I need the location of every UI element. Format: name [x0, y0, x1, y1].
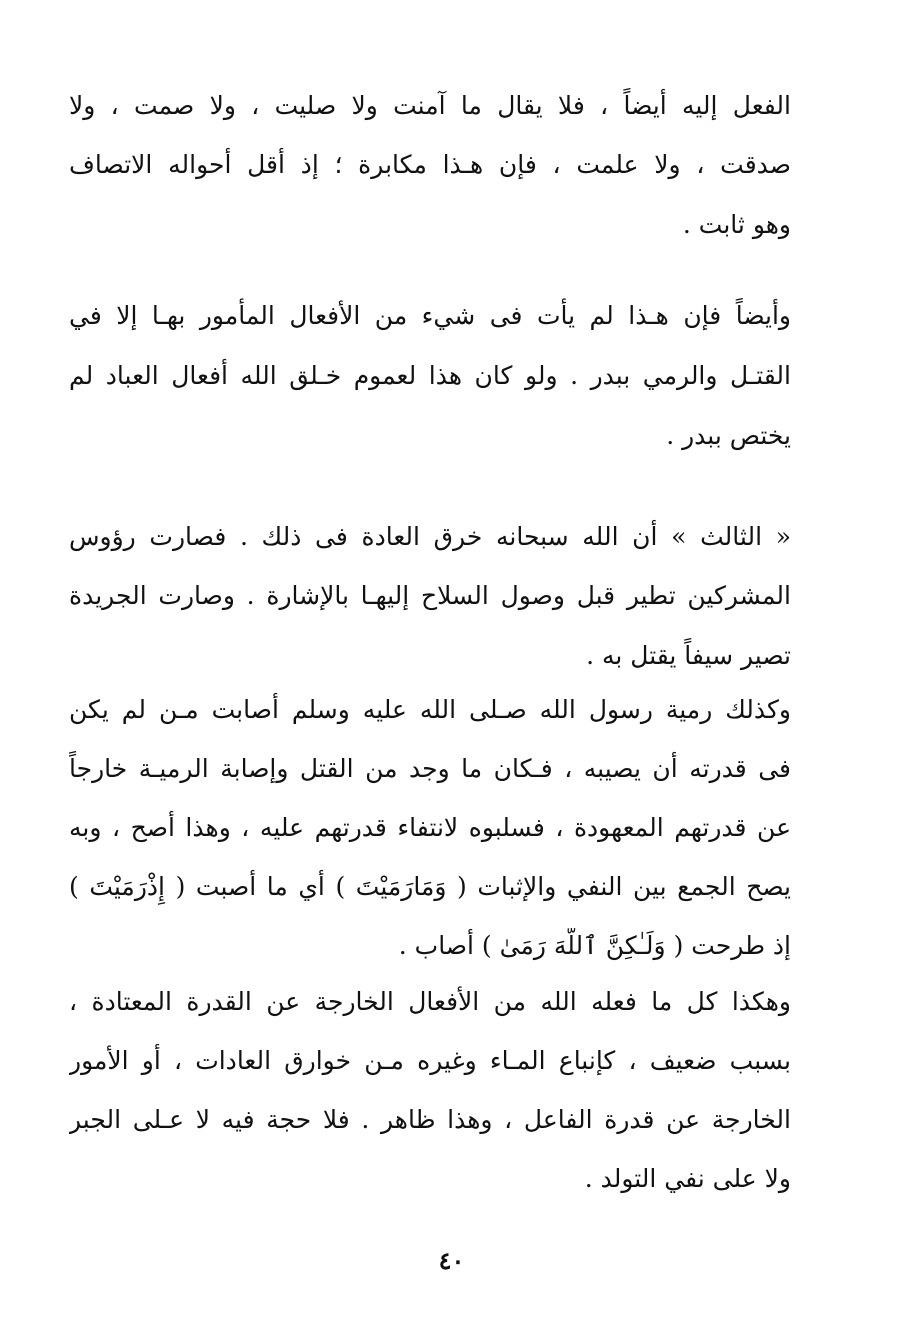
text-line: وهو ثابت . — [682, 210, 791, 239]
text-line: الفعل إليه أيضاً ، فلا يقال ما آمنت ولا صليت ، ولا صمت ، ولا — [69, 91, 791, 120]
text-line: « الثالث » أن الله سبحانه خرق العادة فى ذلك . فصارت رؤوس — [69, 522, 791, 551]
text-line: الخارجة عن قدرة الفاعل ، وهذا ظاهر . فلا حجة فيه لا عـلى الجبر — [69, 1105, 791, 1134]
text-line: بسبب ضعيف ، كإنباع المـاء وغيره مـن خوارق العادات ، أو الأمور — [69, 1046, 791, 1075]
text-line: وأيضاً فإن هـذا لم يأت فى شيء من الأفعال المأمور بهـا إلا في — [69, 301, 791, 330]
text-line: وكذلك رمية رسول الله صـلى الله عليه وسلم أصابت مـن لم يكن — [69, 695, 791, 724]
text-line: يصح الجمع بين النفي والإثبات ( وَمَارَمَيْتَ ) أي ما أصبت ( إِذْرَمَيْتَ ) — [69, 872, 791, 901]
text-line: صدقت ، ولا علمت ، فإن هـذا مكابرة ؛ إذ أقل أحواله الاتصاف — [69, 150, 791, 179]
text-line: يختص ببدر . — [666, 421, 791, 450]
text-line: وهكذا كل ما فعله الله من الأفعال الخارجة عن القدرة المعتادة ، — [69, 987, 791, 1016]
text-line: فى قدرته أن يصيبه ، فـكان ما وجد من القتل وإصابة الرميـة خارجاً — [69, 754, 791, 783]
text-line: تصير سيفاً يقتل به . — [586, 641, 791, 670]
text-line: المشركين تطير قبل وصول السلاح إليهـا بالإشارة . وصارت الجريدة — [69, 581, 791, 610]
text-line: القتـل والرمي ببدر . ولو كان هذا لعموم خـلق الله أفعال العباد لم — [69, 361, 791, 390]
text-line: عن قدرتهم المعهودة ، فسلبوه لانتفاء قدرتهم عليه ، وهذا أصح ، وبه — [69, 813, 791, 842]
page-number: ٤٠ — [438, 1246, 465, 1275]
text-line: إذ طرحت ( وَلَـٰكِنَّ ٱللَّهَ رَمَىٰ ) أصاب . — [398, 931, 791, 960]
text-line: ولا على نفي التولد . — [584, 1164, 791, 1193]
